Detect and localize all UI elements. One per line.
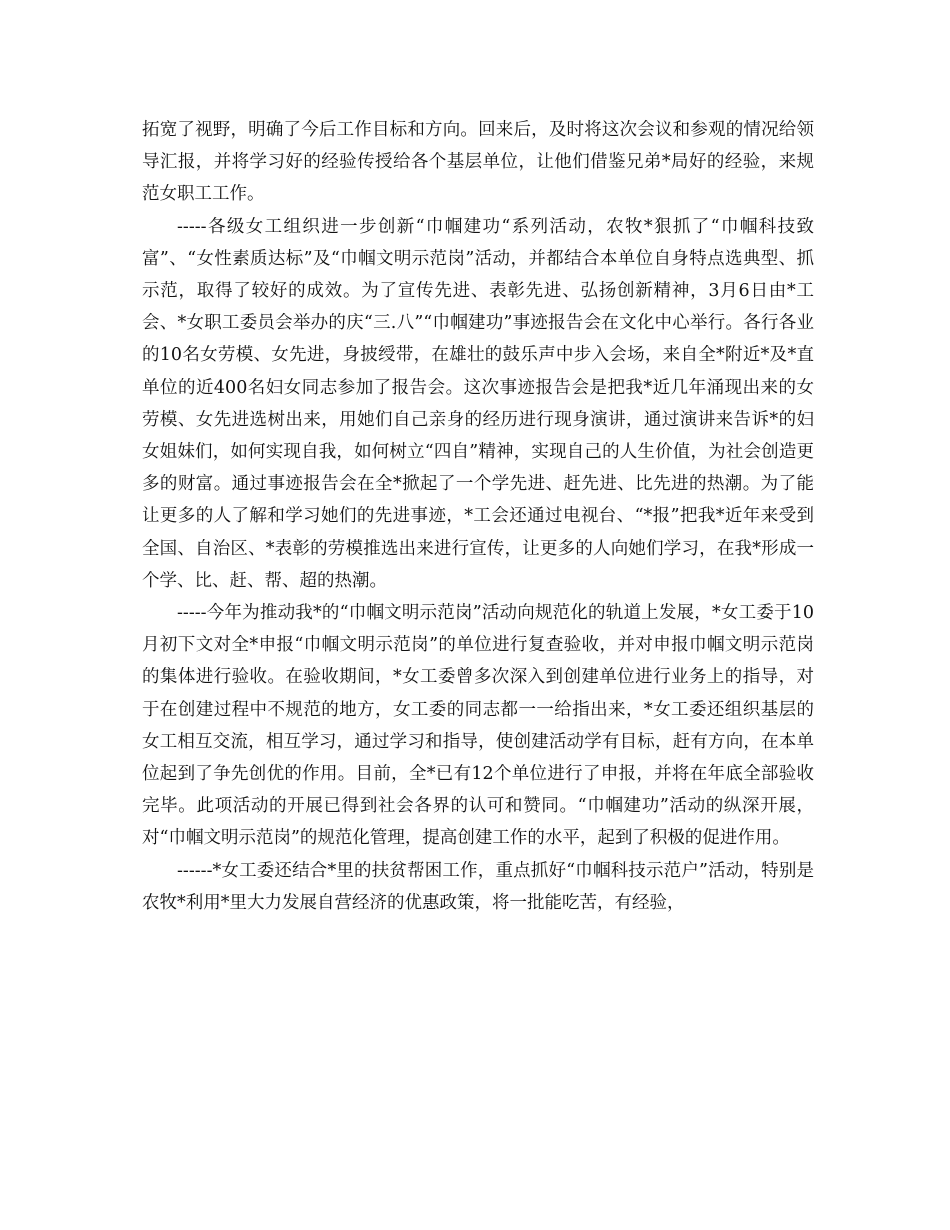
document-body (142, 114, 814, 919)
paragraph-continuation: 拓宽了视野，明确了今后工作目标和方向。回来后，及时将这次会议和参观的情况给领导汇报，并将学习好的经验传授给各个基层单位，让他们借鉴兄弟*局好的经验，来规范女职工工作。 (142, 120, 814, 205)
paragraph-poverty-relief: ------*女工委还结合*里的扶贫帮困工作，重点抓好“巾帼科技示范户”活动，特别是农牧*利用*里大力发展自营经济的优惠政策，将一批能吃苦，有经验， (142, 860, 814, 913)
paragraph-demonstration-post: -----今年为推动我*的“巾帼文明示范岗”活动向规范化的轨道上发展，*女工委于10月初下文对全*申报“巾帼文明示范岗”的单位进行复查验收，并对申报巾帼文明示范岗的集体进行验收。在验收期间，*女工委曾多次深入到创建单位进行业务上的指导，对于在创建过程中不规范的地方，女工委的同志都一一给指出来，*女工委还组织基层的女工相互交流，相互学习，通过学习和指导，使创建活动学有目标，赶有方向，在本单位起到了争先创优的作用。目前，全*已有12个单位进行了申报，并将在年底全部验收完毕。此项活动的开展已得到社会各界的认可和赞同。“巾帼建功”活动的纵深开展，对“巾帼文明示范岗”的规范化管理，提高创建工作的水平，起到了积极的促进作用。 (142, 603, 814, 849)
paragraph-jinguo-activities: -----各级女工组织进一步创新“巾帼建功“系列活动，农牧*狠抓了“巾帼科技致富”、“女性素质达标”及“巾帼文明示范岗”活动，并都结合本单位自身特点选典型、抓示范，取得了较好的成效。为了宣传先进、表彰先进、弘扬创新精神，3月6日由*工会、*女职工委员会举办的庆“三.八”“巾帼建功”事迹报告会在文化中心举行。各行各业的10名女劳模、女先进，身披绶带，在雄壮的鼓乐声中步入会场，来自全*附近*及*直单位的近400名妇女同志参加了报告会。这次事迹报告会是把我*近几年涌现出来的女劳模、女先进选树出来，用她们自己亲身的经历进行现身演讲，通过演讲来告诉*的妇女姐妹们，如何实现自我，如何树立“四自”精神，实现自己的人生价值，为社会创造更多的财富。通过事迹报告会在全*掀起了一个学先进、赶先进、比先进的热潮。为了能让更多的人了解和学习她们的先进事迹，*工会还通过电视台、“*报”把我*近年来受到全国、自治区、*表彰的劳模推选出来进行宣传，让更多的人向她们学习，在我*形成一个学、比、赶、帮、超的热潮。 (142, 216, 814, 591)
